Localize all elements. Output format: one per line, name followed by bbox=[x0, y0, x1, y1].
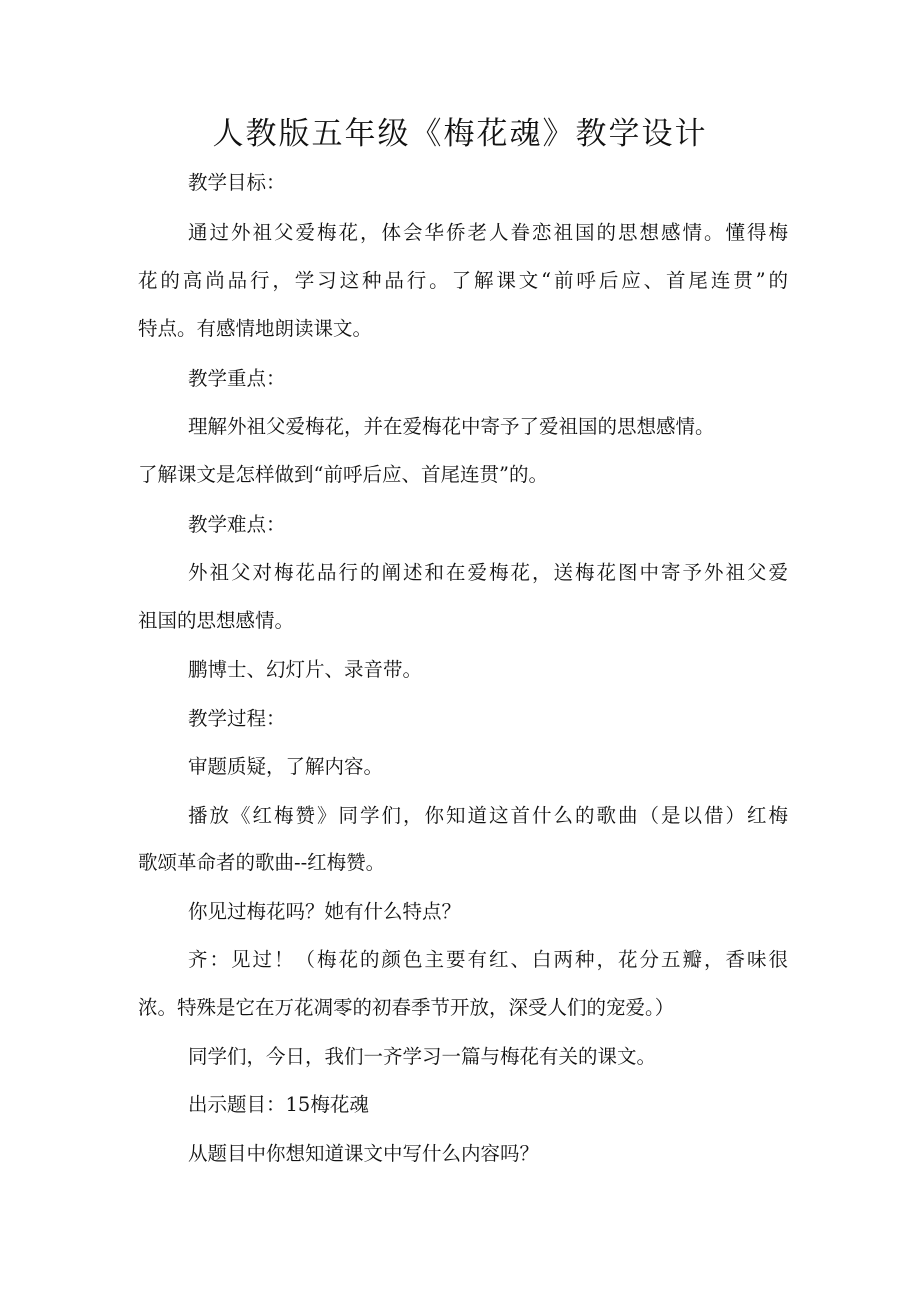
heading-key-points: 教学重点： bbox=[188, 367, 286, 390]
paragraph-line: 鹏博士、幻灯片、录音带。 bbox=[188, 658, 423, 681]
paragraph-line: 特点。有感情地朗读课文。 bbox=[138, 317, 373, 340]
paragraph-line: 理解外祖父爱梅花，并在爱梅花中寄予了爱祖国的思想感情。 bbox=[188, 415, 715, 438]
paragraph-line: 歌颂革命者的歌曲--红梅赞。 bbox=[138, 851, 386, 874]
paragraph-line: 了解课文是怎样做到“前呼后应、首尾连贯”的。 bbox=[138, 463, 548, 486]
heading-difficulties: 教学难点： bbox=[188, 513, 286, 536]
paragraph-line: 你见过梅花吗？她有什么特点？ bbox=[188, 900, 462, 923]
paragraph-line: 浓。特殊是它在万花凋零的初春季节开放，深受人们的宠爱。） bbox=[138, 996, 675, 1019]
paragraph-line: 祖国的思想感情。 bbox=[138, 609, 295, 632]
paragraph-line: 同学们，今日，我们一齐学习一篇与梅花有关的课文。 bbox=[188, 1045, 657, 1068]
paragraph-line: 播放《红梅赞》同学们，你知道这首什么的歌曲（是以借）红梅 bbox=[188, 804, 788, 827]
paragraph-line: 花的高尚品行，学习这种品行。了解课文“前呼后应、首尾连贯”的 bbox=[138, 269, 788, 292]
heading-teaching-goals: 教学目标： bbox=[188, 171, 286, 194]
paragraph-line: 通过外祖父爱梅花，体会华侨老人眷恋祖国的思想感情。懂得梅 bbox=[188, 221, 788, 244]
paragraph-line: 审题质疑，了解内容。 bbox=[188, 755, 384, 778]
paragraph-line: 从题目中你想知道课文中写什么内容吗？ bbox=[188, 1142, 540, 1165]
paragraph-line: 外祖父对梅花品行的阐述和在爱梅花，送梅花图中寄予外祖父爱 bbox=[188, 561, 788, 584]
heading-process: 教学过程： bbox=[188, 707, 286, 730]
paragraph-line: 出示题目：15梅花魂 bbox=[188, 1093, 369, 1116]
paragraph-line: 齐：见过！（梅花的颜色主要有红、白两种，花分五瓣，香味很 bbox=[188, 948, 788, 971]
document-title: 人教版五年级《梅花魂》教学设计 bbox=[212, 116, 708, 152]
